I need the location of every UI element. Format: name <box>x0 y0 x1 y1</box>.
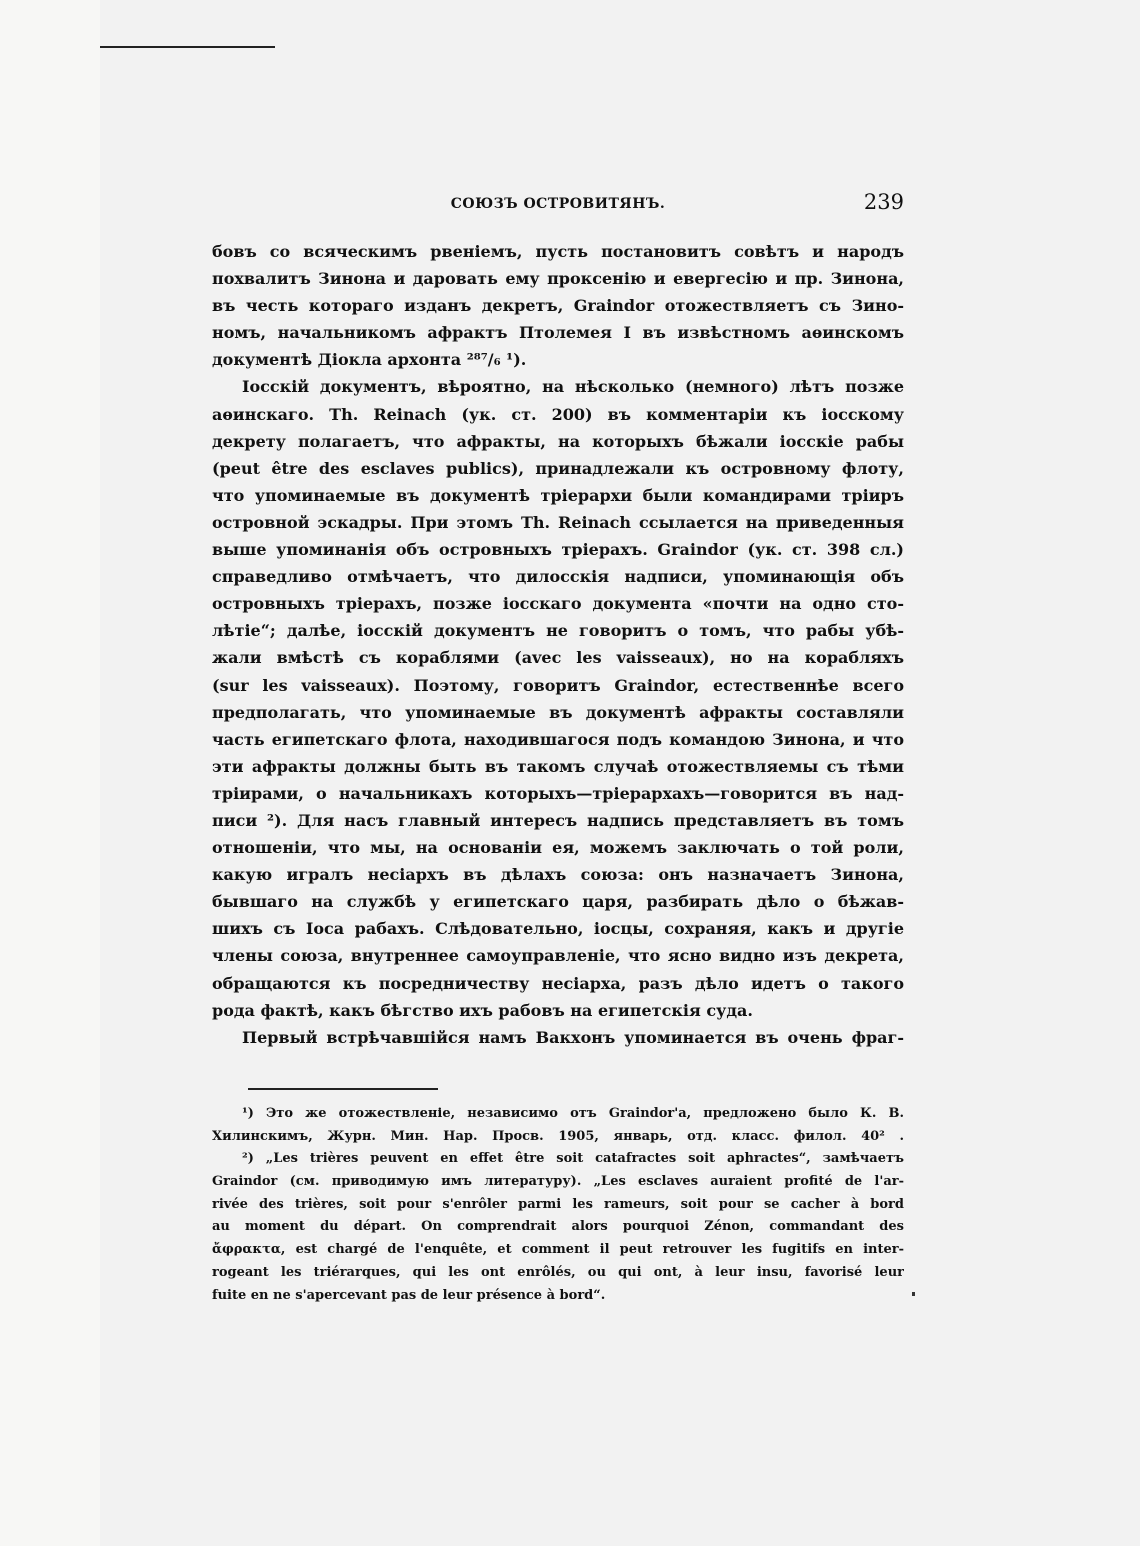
body-line: похвалитъ Зинона и даровать ему проксенію и евергесію и пр. Зинона, <box>212 269 904 289</box>
footnote-rule <box>248 1088 438 1090</box>
footnotes <box>212 1103 904 1307</box>
body-line: бовъ со всяческимъ рвеніемъ, пусть постановитъ совѣтъ и народъ <box>212 242 904 261</box>
footnote-line: ²) „Les trières peuvent en effet être soit catafractes soit aphractes“, замѣчаетъ <box>242 1151 904 1167</box>
body-line: островныхъ тріерахъ, позже іосскаго документа «почти на одно сто- <box>212 594 904 614</box>
body-line: Первый встрѣчавшійся намъ Вакхонъ упоминается въ очень фраг- <box>242 1027 904 1047</box>
body-line: отношеніи, что мы, на основаніи ея, можемъ заключать о той роли, <box>212 838 904 858</box>
body-line: шихъ съ Іоса рабахъ. Слѣдовательно, іосцы, сохраняя, какъ и другіе <box>212 919 904 939</box>
body-line: эти афракты должны быть въ такомъ случаѣ отожествляемы съ тѣми <box>212 756 904 776</box>
body-line: часть египетскаго флота, находившагося подъ командою Зинона, и что <box>212 729 904 749</box>
body-line: предполагать, что упоминаемые въ документѣ афракты составляли <box>212 702 904 722</box>
footnote-line: fuite en ne s'apercevant pas de leur présence à bord“. <box>212 1287 606 1303</box>
footnote-line: au moment du départ. On comprendrait alors pourquoi Zénon, commandant des <box>212 1219 904 1235</box>
body-line: (peut être des esclaves publics), принадлежали къ островному флоту, <box>212 458 904 478</box>
footnote-line: rivée des trières, soit pour s'enrôler parmi les rameurs, soit pour se cacher à bord <box>212 1196 904 1212</box>
top-rule <box>100 46 275 48</box>
body-line: члены союза, внутреннее самоуправленіе, что ясно видно изъ декрета, <box>212 946 904 966</box>
body-line: лѣтіе“; далѣе, іосскій документъ не говоритъ о томъ, что рабы убѣ- <box>212 621 904 641</box>
footnote-line: Graindor (см. приводимую имъ литературу). „Les esclaves auraient profité de l'ar- <box>212 1174 904 1190</box>
body-line: выше упоминанія объ островныхъ тріерахъ. Graindor (ук. ст. 398 сл.) <box>212 540 904 560</box>
body-line: обращаются къ посредничеству несіарха, разъ дѣло идетъ о такого <box>212 973 904 993</box>
body-line: документѣ Діокла архонта ²⁸⁷/₆ ¹). <box>212 350 527 370</box>
body-line: какую игралъ несіархъ въ дѣлахъ союза: онъ назначаетъ Зинона, <box>212 865 904 885</box>
page-number: 239 <box>863 190 904 214</box>
body-line: островной эскадры. При этомъ Th. Reinach ссылается на приведенныя <box>212 512 904 532</box>
body-line: писи ²). Для насъ главный интересъ надпись представляетъ въ томъ <box>212 810 904 830</box>
margin-speck <box>912 1292 915 1296</box>
running-header <box>212 190 904 220</box>
body-line: что упоминаемые въ документѣ тріерархи были командирами тріиръ <box>212 485 904 505</box>
body-line: декрету полагаетъ, что афракты, на которыхъ бѣжали іосскіе рабы <box>212 431 904 451</box>
body-line: справедливо отмѣчаетъ, что дилосскія надписи, упоминающія объ <box>212 567 904 587</box>
footnote-line: ἄφρακτα, est chargé de l'enquête, et comment il peut retrouver les fugitifs en inter- <box>212 1242 904 1258</box>
footnote-line: Хилинскимъ, Журн. Мин. Нар. Просв. 1905, январь, отд. класс. филол. 40² . <box>212 1128 904 1144</box>
footnote-line: ¹) Это же отожествленіе, независимо отъ Graindor'а, предложено было К. В. <box>242 1106 904 1121</box>
body-line: жали вмѣстѣ съ кораблями (avec les vaisseaux), но на корабляхъ <box>212 648 904 668</box>
footnote-line: rogeant les triérarques, qui les ont enrôlés, ou qui ont, à leur insu, favorisé leur <box>212 1264 904 1280</box>
body-line: въ честь котораго изданъ декретъ, Graindor отожествляетъ съ Зино- <box>212 296 904 316</box>
body-line: тріирами, о начальникахъ которыхъ—тріерархахъ—говорится въ над- <box>212 783 904 803</box>
body-line: бывшаго на службѣ у египетскаго царя, разбирать дѣло о бѣжав- <box>212 892 904 912</box>
body-line: номъ, начальникомъ афрактъ Птолемея I въ извѣстномъ аѳинскомъ <box>212 323 904 343</box>
body-line: рода фактѣ, какъ бѣгство ихъ рабовъ на египетскія суда. <box>212 1000 753 1020</box>
running-head-title: СОЮЗЪ ОСТРОВИТЯНЪ. <box>450 196 666 212</box>
body-line: (sur les vaisseaux). Поэтому, говоритъ Graindor, естественнѣе всего <box>212 675 904 695</box>
body-line: аѳинскаго. Th. Reinach (ук. ст. 200) въ комментаріи къ іосскому <box>212 404 904 424</box>
body-line: Іосскій документъ, вѣроятно, на нѣсколько (немного) лѣтъ позже <box>242 377 904 397</box>
body-text <box>212 238 904 1051</box>
